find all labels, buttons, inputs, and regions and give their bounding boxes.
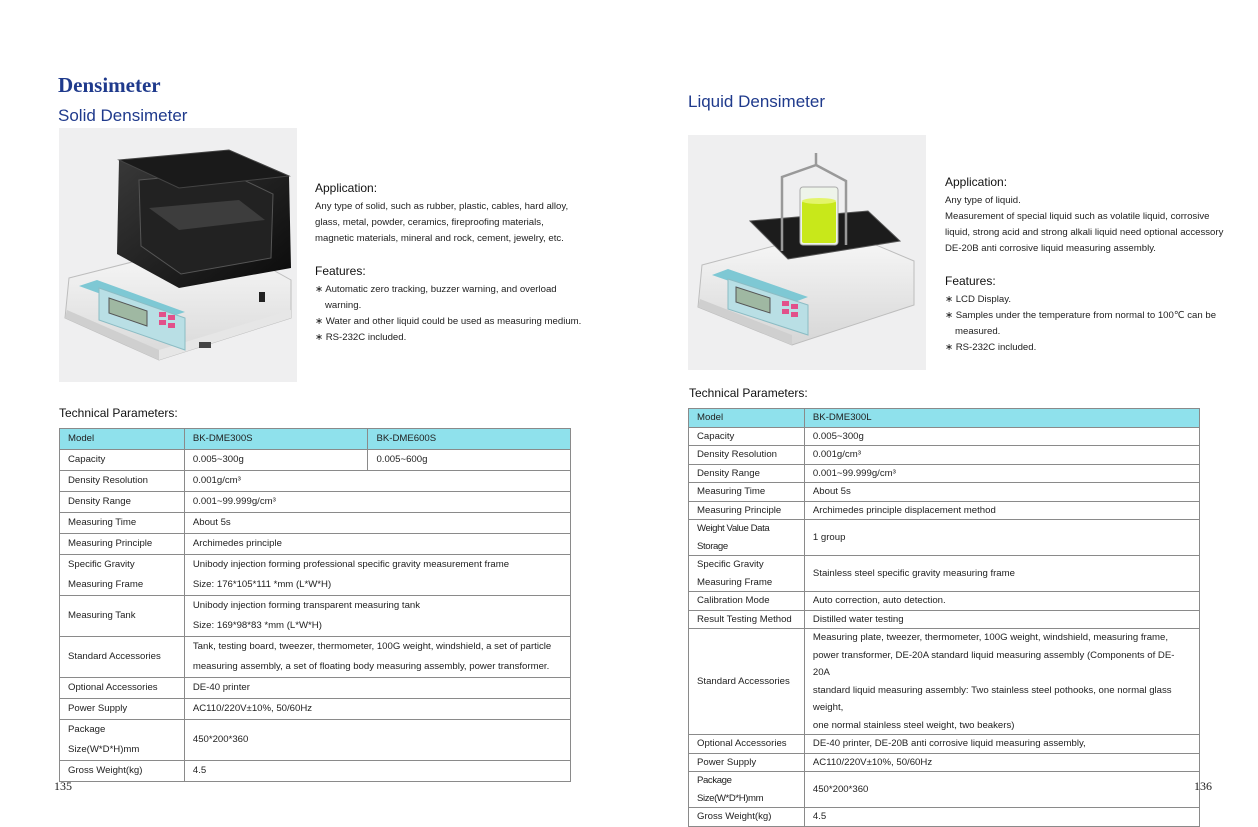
table-cell: About 5s bbox=[804, 483, 1199, 502]
table-cell: Weight Value Data Storage bbox=[689, 520, 805, 556]
table-row bbox=[689, 556, 1200, 592]
table-row bbox=[60, 492, 571, 513]
cell-line: measuring assembly, a set of floating body measuring assembly, power transformer. bbox=[192, 661, 550, 672]
table-row bbox=[689, 808, 1200, 827]
table-cell: Measuring Tank bbox=[60, 596, 185, 637]
cell-line: Size: 169*98*83 *mm (L*W*H) bbox=[192, 620, 322, 631]
liquid-description bbox=[945, 174, 1225, 356]
solid-description bbox=[315, 180, 590, 346]
table-cell: Optional Accessories bbox=[689, 735, 805, 754]
table-cell: Measuring Time bbox=[60, 513, 185, 534]
table-row bbox=[689, 446, 1200, 465]
table-row bbox=[689, 464, 1200, 483]
feature-item: ∗ Automatic zero tracking, buzzer warning, and overload warning. bbox=[315, 284, 557, 311]
table-cell: Density Range bbox=[60, 492, 185, 513]
feature-item: ∗ Samples under the temperature from normal to 100℃ can be measured. bbox=[945, 310, 1217, 337]
table-cell: Auto correction, auto detection. bbox=[804, 592, 1199, 611]
cell-line: Measuring Frame bbox=[68, 579, 144, 590]
cell-line: Unibody injection forming transparent measuring tank bbox=[192, 600, 421, 611]
table-row bbox=[60, 471, 571, 492]
solid-densimeter-photo bbox=[59, 128, 297, 382]
table-cell: AC110/220V±10%, 50/60Hz bbox=[804, 753, 1199, 772]
table-cell: Model bbox=[689, 409, 805, 428]
liquid-spec-table bbox=[688, 408, 1200, 827]
table-row bbox=[60, 596, 571, 637]
table-row bbox=[689, 772, 1200, 808]
table-cell: Standard Accessories bbox=[60, 637, 185, 678]
table-cell: 0.001~99.999g/cm³ bbox=[804, 464, 1199, 483]
table-cell: 0.001g/cm³ bbox=[804, 446, 1199, 465]
liquid-densimeter-photo bbox=[688, 135, 926, 370]
table-cell: 0.005~600g bbox=[368, 450, 571, 471]
table-cell: Measuring Time bbox=[689, 483, 805, 502]
table-cell: DE-40 printer bbox=[184, 678, 570, 699]
table-cell: Stainless steel specific gravity measuring frame bbox=[804, 556, 1199, 592]
table-cell: Result Testing Method bbox=[689, 610, 805, 629]
table-row bbox=[60, 534, 571, 555]
feature-item: ∗ Water and other liquid could be used as measuring medium. bbox=[315, 316, 582, 327]
table-row bbox=[60, 761, 571, 782]
cell-line: power transformer, DE-20A standard liquid measuring assembly (Components of DE-20A bbox=[812, 649, 1175, 678]
table-row bbox=[60, 678, 571, 699]
table-row bbox=[689, 629, 1200, 735]
table-cell bbox=[60, 555, 185, 596]
feature-item: ∗ LCD Display. bbox=[945, 294, 1011, 305]
table-cell: 4.5 bbox=[184, 761, 570, 782]
cell-line: standard liquid measuring assembly: Two stainless steel pothooks, one normal glass weight, bbox=[812, 684, 1172, 713]
table-cell: AC110/220V±10%, 50/60Hz bbox=[184, 699, 570, 720]
table-row bbox=[689, 610, 1200, 629]
table-cell: 0.005~300g bbox=[184, 450, 368, 471]
table-cell: Gross Weight(kg) bbox=[60, 761, 185, 782]
table-cell: Density Resolution bbox=[60, 471, 185, 492]
solid-densimeter-title: Solid Densimeter bbox=[58, 106, 188, 125]
table-cell: 0.005~300g bbox=[804, 427, 1199, 446]
cell-line: Specific Gravity bbox=[68, 559, 135, 570]
table-cell bbox=[184, 637, 570, 678]
cell-line: one normal stainless steel weight, two beakers) bbox=[812, 719, 1015, 731]
table-cell: Capacity bbox=[60, 450, 185, 471]
table-cell: About 5s bbox=[184, 513, 570, 534]
features-heading: Features: bbox=[945, 274, 996, 288]
table-cell: Density Resolution bbox=[689, 446, 805, 465]
technical-parameters-label: Technical Parameters: bbox=[689, 386, 808, 400]
table-row bbox=[689, 427, 1200, 446]
table-cell: Power Supply bbox=[689, 753, 805, 772]
table-cell: Package Size(W*D*H)mm bbox=[689, 772, 805, 808]
liquid-densimeter-title: Liquid Densimeter bbox=[688, 92, 826, 111]
technical-parameters-label: Technical Parameters: bbox=[59, 406, 178, 420]
feature-item: ∗ RS-232C included. bbox=[945, 342, 1037, 353]
table-cell: Calibration Mode bbox=[689, 592, 805, 611]
table-cell: Power Supply bbox=[60, 699, 185, 720]
table-row bbox=[60, 699, 571, 720]
feature-item: ∗ RS-232C included. bbox=[315, 332, 407, 343]
table-cell: Distilled water testing bbox=[804, 610, 1199, 629]
table-cell: Optional Accessories bbox=[60, 678, 185, 699]
table-row bbox=[60, 555, 571, 596]
cell-line: Measuring Frame bbox=[697, 576, 773, 588]
table-row bbox=[60, 720, 571, 761]
table-row bbox=[689, 483, 1200, 502]
application-heading: Application: bbox=[945, 175, 1008, 189]
table-cell bbox=[804, 629, 1199, 735]
application-line: magnetic materials, mineral and rock, cement, jewelry, etc. bbox=[315, 233, 564, 244]
table-cell: 1 group bbox=[804, 520, 1199, 556]
table-cell: 450*200*360 bbox=[804, 772, 1199, 808]
table-cell: Archimedes principle displacement method bbox=[804, 501, 1199, 520]
application-line: Any type of liquid. bbox=[945, 195, 1021, 206]
cell-line: Unibody injection forming professional specific gravity measurement frame bbox=[192, 559, 510, 570]
table-cell bbox=[184, 555, 570, 596]
table-row bbox=[60, 513, 571, 534]
table-cell: 450*200*360 bbox=[184, 720, 570, 761]
application-line: liquid, strong acid and strong alkali liquid need optional accessory bbox=[945, 227, 1224, 238]
table-row bbox=[689, 753, 1200, 772]
table-row bbox=[689, 501, 1200, 520]
table-cell: 0.001g/cm³ bbox=[184, 471, 570, 492]
table-cell: Density Range bbox=[689, 464, 805, 483]
table-cell bbox=[184, 596, 570, 637]
table-cell: Measuring Principle bbox=[60, 534, 185, 555]
page-number-right: 136 bbox=[1194, 779, 1212, 793]
page-number-left: 135 bbox=[54, 779, 72, 793]
table-cell bbox=[689, 556, 805, 592]
table-header-row bbox=[689, 409, 1200, 428]
table-cell: 4.5 bbox=[804, 808, 1199, 827]
table-cell: BK-DME300L bbox=[804, 409, 1199, 428]
table-cell: Archimedes principle bbox=[184, 534, 570, 555]
cell-line: Specific Gravity bbox=[697, 559, 764, 570]
table-cell: Standard Accessories bbox=[689, 629, 805, 735]
application-heading: Application: bbox=[315, 181, 378, 195]
solid-spec-table bbox=[59, 428, 571, 782]
cell-line: Size: 176*105*111 *mm (L*W*H) bbox=[192, 579, 332, 590]
application-line: Any type of solid, such as rubber, plastic, cables, hard alloy, bbox=[315, 201, 569, 212]
table-cell: DE-40 printer, DE-20B anti corrosive liquid measuring assembly, bbox=[804, 735, 1199, 754]
table-row bbox=[60, 450, 571, 471]
table-header-row bbox=[60, 429, 571, 450]
table-cell: Capacity bbox=[689, 427, 805, 446]
cell-line: Measuring plate, tweezer, thermometer, 100G weight, windshield, measuring frame, bbox=[812, 632, 1169, 643]
table-cell: Gross Weight(kg) bbox=[689, 808, 805, 827]
table-cell: Package Size(W*D*H)mm bbox=[60, 720, 185, 761]
application-line: DE-20B anti corrosive liquid measuring assembly. bbox=[945, 243, 1156, 254]
cell-line: Tank, testing board, tweezer, thermometer, 100G weight, windshield, a set of particle bbox=[192, 641, 552, 652]
table-row bbox=[689, 735, 1200, 754]
table-row bbox=[689, 520, 1200, 556]
application-line: Measurement of special liquid such as volatile liquid, corrosive bbox=[945, 211, 1210, 222]
table-cell: BK-DME600S bbox=[368, 429, 571, 450]
table-cell: Model bbox=[60, 429, 185, 450]
table-row bbox=[689, 592, 1200, 611]
page-title: Densimeter bbox=[58, 73, 161, 97]
table-cell: Measuring Principle bbox=[689, 501, 805, 520]
application-line: glass, metal, powder, ceramics, fireproofing materials, bbox=[315, 217, 544, 228]
features-heading: Features: bbox=[315, 264, 366, 278]
table-row bbox=[60, 637, 571, 678]
table-cell: 0.001~99.999g/cm³ bbox=[184, 492, 570, 513]
table-cell: BK-DME300S bbox=[184, 429, 368, 450]
